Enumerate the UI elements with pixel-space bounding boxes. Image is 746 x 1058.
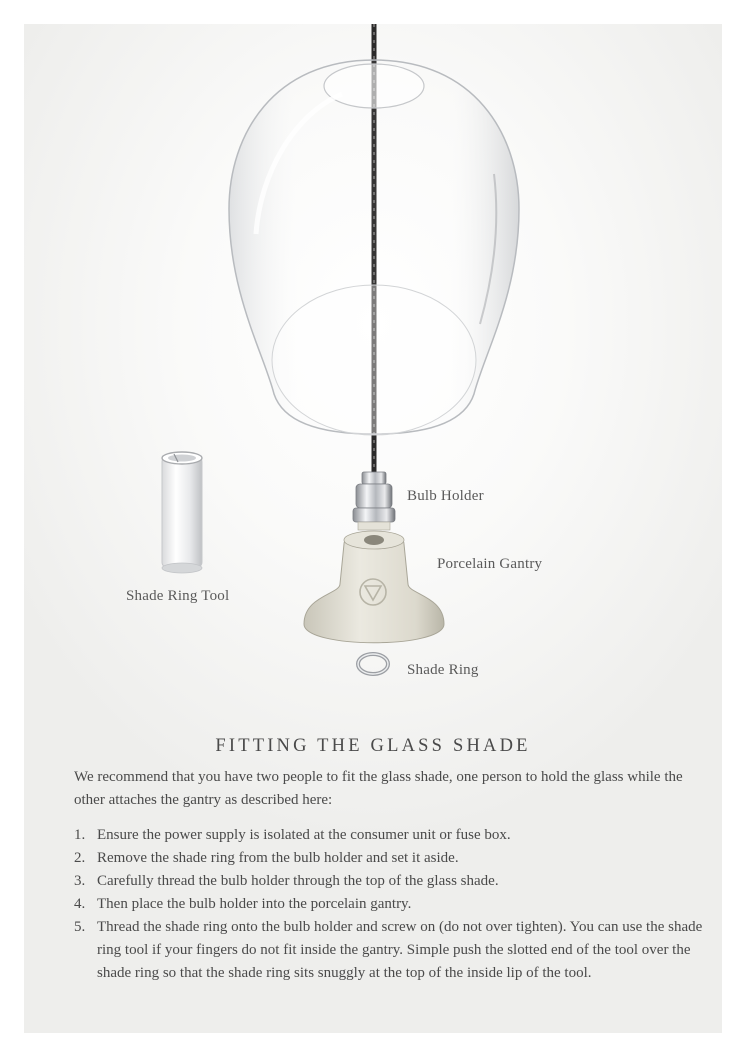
step-text: Then place the bulb holder into the porcelain gantry.: [97, 896, 412, 912]
step-text: Ensure the power supply is isolated at the consumer unit or fuse box.: [97, 827, 511, 843]
steps-list: [74, 824, 704, 985]
step-item: [74, 916, 704, 985]
step-number: 1.: [74, 827, 86, 843]
glass-shade: [229, 60, 519, 435]
porcelain-gantry: [304, 531, 444, 643]
step-number: 4.: [74, 896, 86, 912]
shade-ring-label: Shade Ring: [407, 662, 479, 678]
bulb-holder-label: Bulb Holder: [407, 488, 484, 504]
step-text: Remove the shade ring from the bulb holder and set it aside.: [97, 850, 459, 866]
page-panel: [24, 24, 722, 1033]
porcelain-gantry-label: Porcelain Gantry: [437, 556, 543, 572]
step-item: [74, 870, 704, 893]
shade-ring-tool-label: Shade Ring Tool: [126, 588, 230, 604]
step-item: [74, 893, 704, 916]
step-text: Thread the shade ring onto the bulb holder and screw on (do not over tighten). You can use the shade ring tool if your fingers do not fit inside the gantry. Simple push the slotted end of the tool over the shade ring so that the shade ring sits snuggly at the top of the inside lip of the tool.: [97, 919, 703, 981]
step-item: [74, 824, 704, 847]
step-number: 5.: [74, 919, 86, 935]
pendant-illustration: [24, 24, 722, 724]
bulb-holder: [353, 472, 395, 530]
step-number: 3.: [74, 873, 86, 889]
section-heading: FITTING THE GLASS SHADE: [215, 736, 531, 756]
intro-paragraph: We recommend that you have two people to fit the glass shade, one person to hold the glass while the other attaches the gantry as described here:: [74, 769, 683, 808]
step-text: Carefully thread the bulb holder through the top of the glass shade.: [97, 873, 499, 889]
shade-ring: [358, 654, 388, 674]
step-item: [74, 847, 704, 870]
shade-ring-tool: [162, 452, 202, 573]
step-number: 2.: [74, 850, 86, 866]
